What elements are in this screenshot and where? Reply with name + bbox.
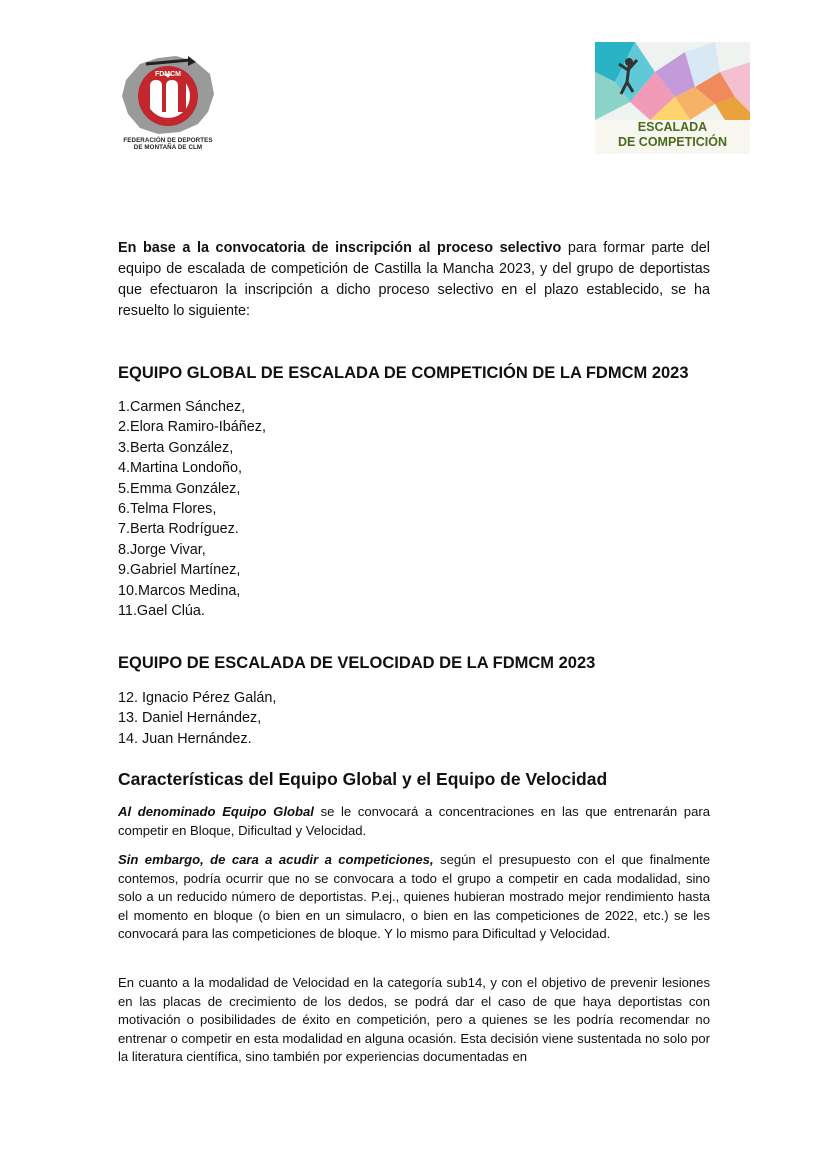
characteristics-paragraph-3: En cuanto a la modalidad de Velocidad en la categoría sub14, y con el objetivo de prevenir lesiones en las placas de crecimiento de los dedos, se podrá dar el caso de que haya deportistas con motivación o posibilidades de éxito en competición, pero a quienes se les podría recomendar no entrenar o competir en esta modalidad en alguna ocasión. Esta decisión viene sustentada no solo por la literatura científica, sino también por experiencias documentadas en — [118, 975, 710, 1065]
paragraph-lead: Al denominado Equipo Global — [118, 804, 314, 819]
fdmcm-logo-icon — [118, 50, 218, 140]
list-item: 10.Marcos Medina, — [118, 582, 241, 599]
list-item: 11.Gael Clúa. — [118, 603, 205, 620]
list-item: 3.Berta González, — [118, 439, 234, 456]
global-team-list — [118, 397, 266, 621]
logo-caption-line-2: DE MONTAÑA DE CLM — [133, 144, 203, 151]
list-item: 13. Daniel Hernández, — [118, 710, 262, 727]
list-item: 7.Berta Rodríguez. — [118, 521, 239, 538]
intro-rest: para formar parte del equipo de escalada de competición de Castilla la Mancha 2023, y del grupo de deportistas que efectuaron la inscripción a dicho proceso selectivo en el plazo establecido, se ha resuelto lo siguiente: — [118, 240, 710, 319]
paragraph-text: según el presupuesto con el que finalmente contemos, podría ocurrir que no se convocara a todo el grupo a competir en cada modalidad, sino solo a un reducido número de deportistas. P.ej., quienes hubieran mostrado mejor rendimiento hasta el momento en bloque (o bien en un simulacro, o bien en las competiciones de 2022, etc.) se les convocará para las competiciones de bloque. Y lo mismo para Dificultad y Velocidad. — [118, 852, 710, 942]
characteristics-paragraph-1 — [118, 803, 710, 840]
list-item: 6.Telma Flores, — [118, 501, 217, 518]
list-item: 14. Juan Hernández. — [118, 730, 252, 747]
list-item: 4.Martina Londoño, — [118, 460, 243, 477]
list-item: 8.Jorge Vivar, — [118, 541, 206, 558]
escalada-competicion-logo — [595, 42, 750, 154]
global-team-heading: EQUIPO GLOBAL DE ESCALADA DE COMPETICIÓN DE LA FDMCM 2023 — [118, 364, 689, 382]
brand-line-1: ESCALADA — [637, 120, 708, 134]
paragraph-lead: Sin embargo, de cara a acudir a competiciones, — [118, 852, 434, 867]
intro-paragraph — [118, 238, 710, 322]
speed-team-list — [118, 688, 276, 749]
climbing-wall-icon — [595, 42, 750, 120]
brand-line-2: DE COMPETICIÓN — [617, 135, 728, 149]
brand-text — [595, 120, 750, 150]
logo-caption — [118, 137, 218, 151]
list-item: 2.Elora Ramiro-Ibáñez, — [118, 419, 266, 436]
list-item: 1.Carmen Sánchez, — [118, 399, 246, 415]
list-item: 5.Emma González, — [118, 480, 241, 497]
list-item: 9.Gabriel Martínez, — [118, 562, 241, 579]
characteristics-heading: Características del Equipo Global y el Equipo de Velocidad — [118, 769, 608, 789]
characteristics-paragraph-2 — [118, 851, 710, 944]
intro-bold: En base a la convocatoria de inscripción al proceso selectivo — [118, 240, 562, 256]
speed-team-heading: EQUIPO DE ESCALADA DE VELOCIDAD DE LA FDMCM 2023 — [118, 654, 596, 672]
paragraph-text: se le convocará a concentraciones en las que entrenarán para competir en Bloque, Dificultad y Velocidad. — [118, 804, 710, 838]
logo-caption-line-1: FEDERACIÓN DE DEPORTES — [123, 137, 213, 144]
list-item: 12. Ignacio Pérez Galán, — [118, 690, 277, 706]
fdmcm-mark: FDMCM — [154, 71, 182, 78]
